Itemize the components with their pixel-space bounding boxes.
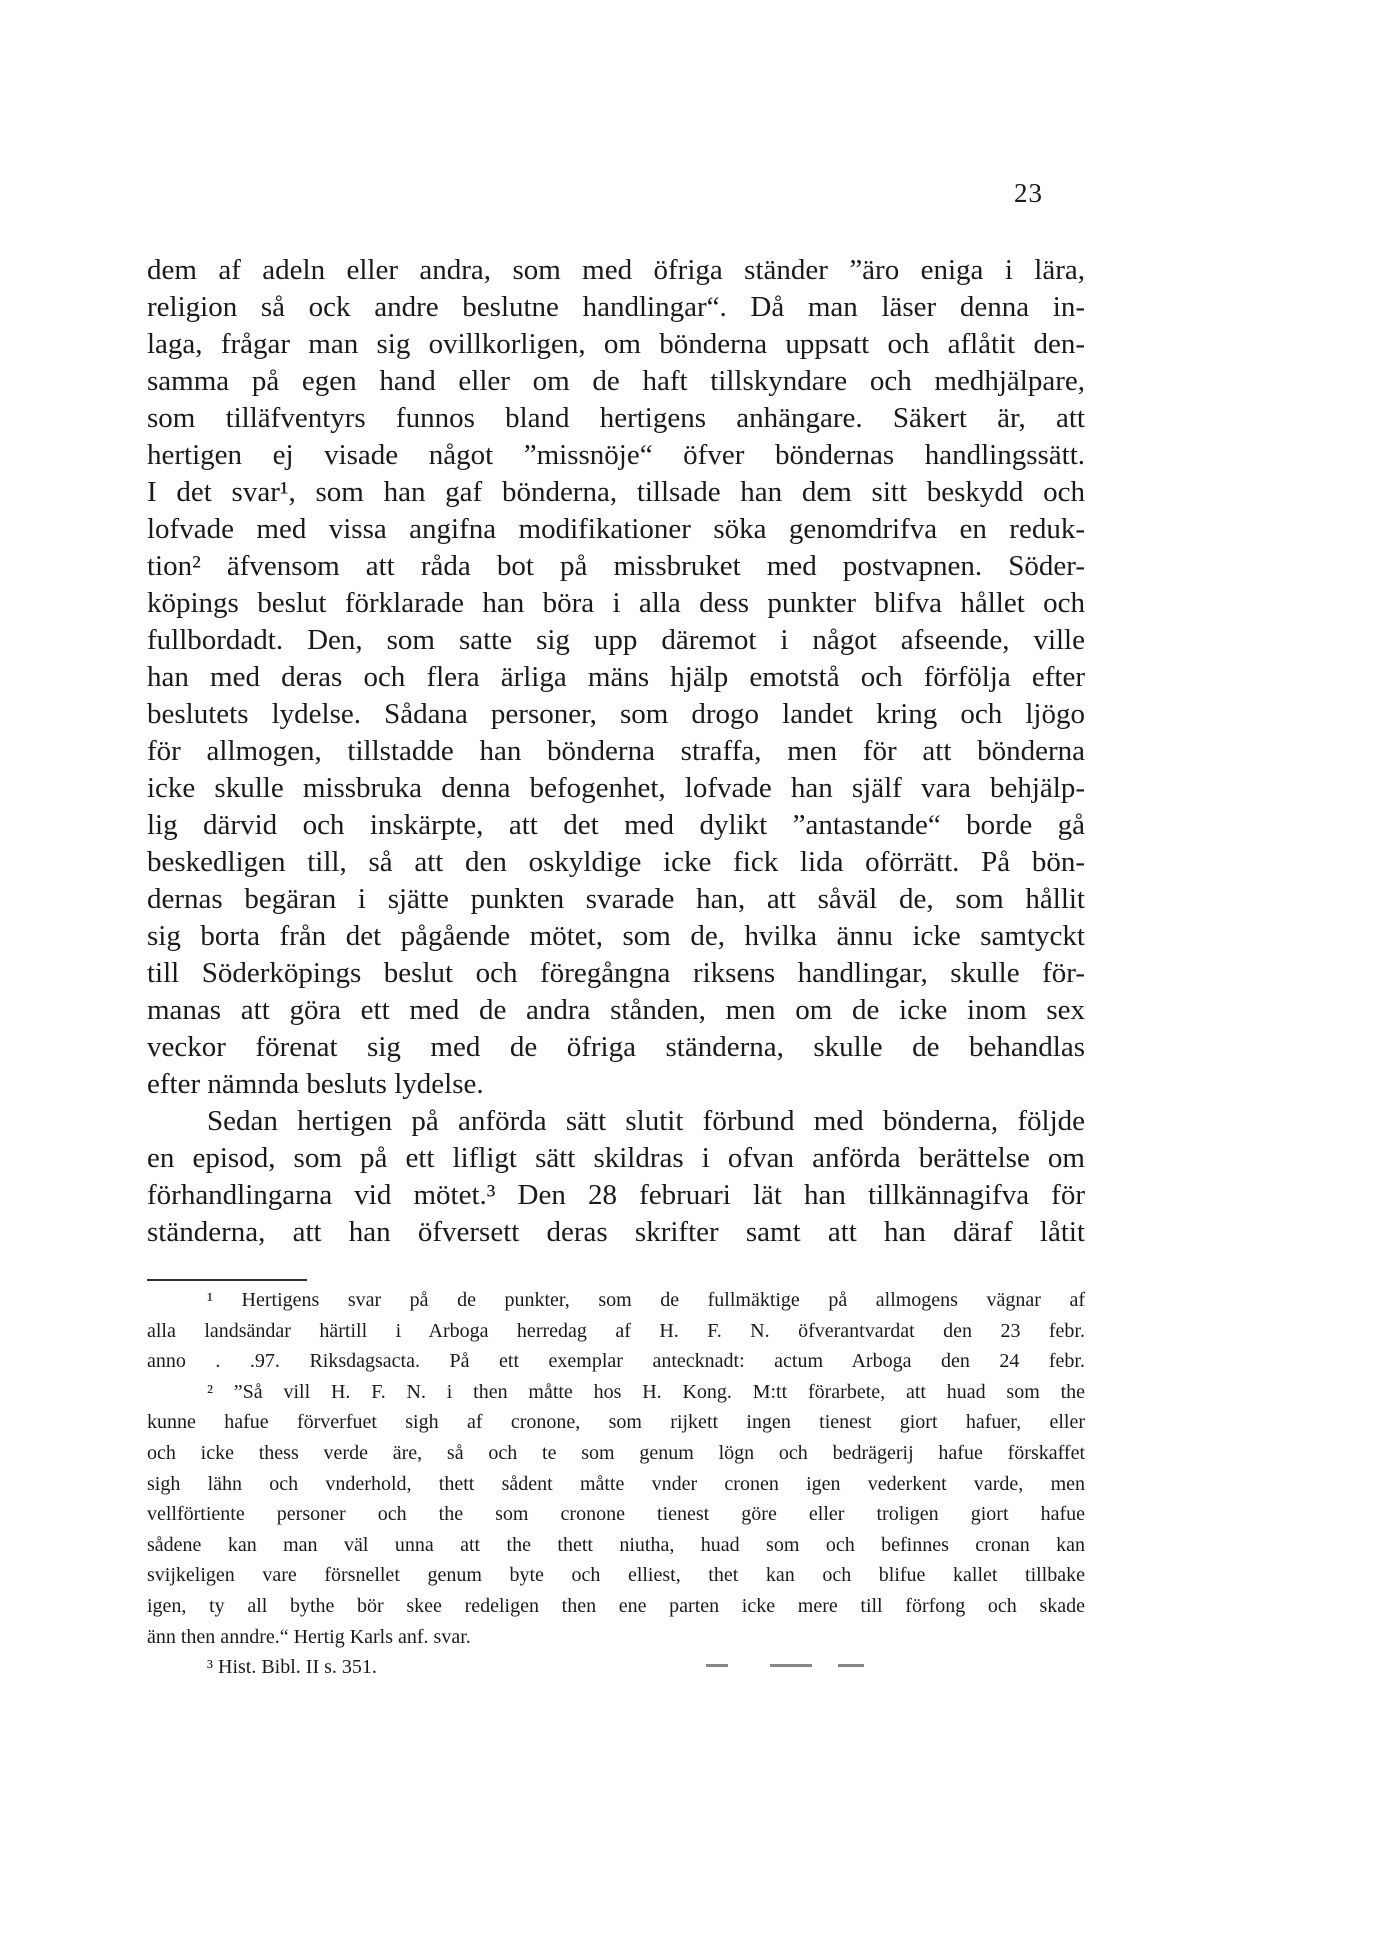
text-line: samma på egen hand eller om de haft tillskyndare och medhjälpare, bbox=[147, 365, 1085, 397]
footnotes bbox=[147, 1285, 1085, 1683]
footnote-line: och icke thess verde äre, så och te som genum lögn och bedrägerij hafue förskaffet bbox=[147, 1441, 1085, 1464]
text-line: laga, frågar man sig ovillkorligen, om bönderna uppsatt och aflåtit den- bbox=[147, 328, 1085, 360]
footnote-divider bbox=[147, 1279, 307, 1281]
text-line: en episod, som på ett lifligt sätt skildras i ofvan anförda berättelse om bbox=[147, 1142, 1085, 1174]
text-line: för allmogen, tillstadde han bönderna straffa, men för att bönderna bbox=[147, 735, 1085, 767]
text-line: dernas begäran i sjätte punkten svarade han, att såväl de, som hållit bbox=[147, 883, 1085, 915]
text-line: sig borta från det pågående mötet, som de, hvilka ännu icke samtyckt bbox=[147, 920, 1085, 952]
footnote-line: änn then anndre.“ Hertig Karls anf. svar. bbox=[147, 1625, 471, 1648]
text-line: dem af adeln eller andra, som med öfriga ständer ”äro eniga i lära, bbox=[147, 254, 1085, 286]
print-speck bbox=[770, 1664, 812, 1667]
text-line: till Söderköpings beslut och föregångna riksens handlingar, skulle för- bbox=[147, 957, 1085, 989]
text-line: efter nämnda besluts lydelse. bbox=[147, 1068, 484, 1100]
text-line: beslutets lydelse. Sådana personer, som drogo landet kring och ljögo bbox=[147, 698, 1085, 730]
print-speck bbox=[706, 1664, 728, 1667]
text-line: hertigen ej visade något ”missnöje“ öfver böndernas handlingssätt. bbox=[147, 439, 1085, 471]
text-line: veckor förenat sig med de öfriga ständerna, skulle de behandlas bbox=[147, 1031, 1085, 1063]
text-line: I det svar¹, som han gaf bönderna, tillsade han dem sitt beskydd och bbox=[147, 476, 1085, 508]
footnote-line: ³ Hist. Bibl. II s. 351. bbox=[207, 1656, 377, 1679]
footnote-line: sådene kan man väl unna att the thett niutha, huad som och befinnes cronan kan bbox=[147, 1533, 1085, 1556]
print-speck bbox=[838, 1664, 864, 1667]
footnote-line: ¹ Hertigens svar på de punkter, som de fullmäktige på allmogens vägnar af bbox=[207, 1289, 1085, 1311]
footnote-line: svijkeligen vare försnellet genum byte och elliest, thet kan och blifue kallet tillbake bbox=[147, 1564, 1085, 1587]
text-line: tion² äfvensom att råda bot på missbruket med postvapnen. Söder- bbox=[147, 550, 1085, 582]
body-text bbox=[147, 252, 1085, 1251]
footnote-line: igen, ty all bythe bör skee redeligen then ene parten icke mere till förfong och skade bbox=[147, 1594, 1085, 1617]
text-line: icke skulle missbruka denna befogenhet, lofvade han själf vara behjälp- bbox=[147, 772, 1085, 804]
page-number: 23 bbox=[1014, 178, 1043, 208]
text-line: förhandlingarna vid mötet.³ Den 28 februari lät han tillkännagifva för bbox=[147, 1179, 1085, 1211]
text-line: han med deras och flera ärliga mäns hjälp emotstå och förfölja efter bbox=[147, 661, 1085, 693]
footnote-line: sigh lähn och vnderhold, thett sådent måtte vnder cronen igen vederkent varde, men bbox=[147, 1472, 1085, 1495]
text-line: som tilläfventyrs funnos bland hertigens anhängare. Säkert är, att bbox=[147, 402, 1085, 434]
footnote-line: vellförtiente personer och the som cronone tienest göre eller troligen giort hafue bbox=[147, 1503, 1085, 1526]
text-line: fullbordadt. Den, som satte sig upp däremot i något afseende, ville bbox=[147, 624, 1085, 656]
text-line: Sedan hertigen på anförda sätt slutit förbund med bönderna, följde bbox=[207, 1105, 1085, 1137]
text-line: ständerna, att han öfversett deras skrifter samt att han däraf låtit bbox=[147, 1216, 1085, 1248]
text-line: lofvade med vissa angifna modifikationer söka genomdrifva en reduk- bbox=[147, 513, 1085, 545]
text-line: lig därvid och inskärpte, att det med dylikt ”antastande“ borde gå bbox=[147, 809, 1085, 841]
text-line: beskedligen till, så att den oskyldige icke fick lida oförrätt. På bön- bbox=[147, 846, 1085, 878]
footnote-line: kunne hafue förverfuet sigh af cronone, som rijkett ingen tienest giort hafuer, eller bbox=[147, 1411, 1085, 1434]
text-line: manas att göra ett med de andra stånden, men om de icke inom sex bbox=[147, 994, 1085, 1026]
footnote-line: alla landsändar härtill i Arboga herredag af H. F. N. öfverantvardat den 23 febr. bbox=[147, 1319, 1085, 1342]
text-line: köpings beslut förklarade han böra i alla dess punkter blifva hållet och bbox=[147, 587, 1085, 619]
footnote-line: anno . .97. Riksdagsacta. På ett exemplar antecknadt: actum Arboga den 24 febr. bbox=[147, 1350, 1085, 1373]
footnote-line: ² ”Så vill H. F. N. i then måtte hos H. Kong. M:tt förarbete, att huad som the bbox=[207, 1380, 1085, 1403]
text-line: religion så ock andre beslutne handlingar“. Då man läser denna in- bbox=[147, 291, 1085, 323]
